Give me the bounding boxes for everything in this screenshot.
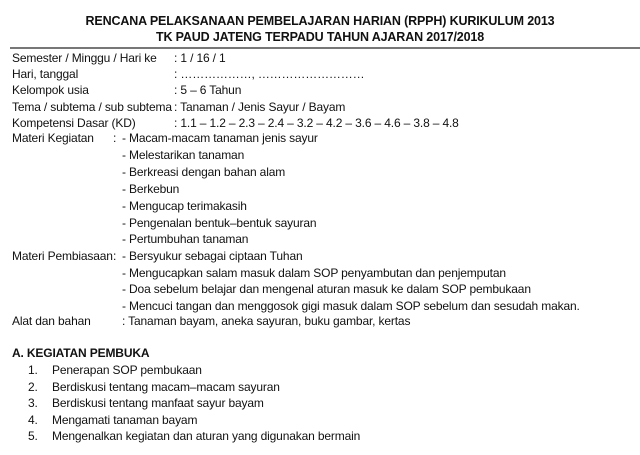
materi-kegiatan-item: - Pengenalan bentuk–bentuk sayuran: [122, 215, 317, 230]
info-value: : 1.1 – 1.2 – 2.3 – 2.4 – 3.2 – 4.2 – 3.6 – 4.6 – 3.8 – 4.8: [174, 115, 459, 130]
info-value: : Tanaman / Jenis Sayur / Bayam: [174, 99, 346, 114]
materi-kegiatan-item: - Macam-macam tanaman jenis sayur: [122, 131, 318, 145]
list-item-number: 5.: [28, 429, 38, 443]
materi-kegiatan-label: Materi Kegiatan: [12, 131, 94, 145]
info-value: : ………………, ………………………: [174, 67, 365, 82]
list-item: Berdiskusi tentang macam–macam sayuran: [52, 379, 280, 394]
info-label: Kompetensi Dasar (KD): [12, 115, 136, 130]
list-item-number: 4.: [28, 412, 38, 427]
alat-bahan-value: : Tanaman bayam, aneka sayuran, buku gambar, kertas: [122, 314, 411, 328]
materi-kegiatan-colon: :: [113, 131, 117, 145]
materi-pembiasaan-colon: :: [113, 249, 117, 263]
document-title: RENCANA PELAKSANAAN PEMBELAJARAN HARIAN (RPPH) KURIKULUM 2013: [85, 14, 555, 28]
materi-kegiatan-item: - Mengucap terimakasih: [122, 198, 247, 213]
info-label: Hari, tanggal: [12, 67, 79, 82]
info-label: Tema / subtema / sub subtema: [12, 99, 172, 114]
list-item: Mengamati tanaman bayam: [52, 412, 198, 427]
info-value: : 1 / 16 / 1: [174, 51, 226, 65]
list-item-number: 1.: [28, 363, 38, 377]
info-value: : 5 – 6 Tahun: [174, 83, 242, 98]
info-label: Kelompok usia: [12, 83, 89, 98]
materi-kegiatan-item: - Berkreasi dengan bahan alam: [122, 164, 286, 179]
materi-pembiasaan-item: - Doa sebelum belajar dan mengenal aturan masuk ke dalam SOP pembukaan: [122, 282, 531, 296]
list-item-number: 2.: [28, 379, 38, 394]
materi-kegiatan-item: - Pertumbuhan tanaman: [122, 232, 249, 247]
info-label: Semester / Minggu / Hari ke: [12, 51, 157, 65]
section-a-heading: A. KEGIATAN PEMBUKA: [12, 346, 150, 360]
materi-pembiasaan-item: - Mencuci tangan dan menggosok gigi masuk dalam SOP sebelum dan sesudah makan.: [122, 298, 580, 313]
list-item: Penerapan SOP pembukaan: [52, 363, 202, 377]
divider: [10, 47, 640, 49]
alat-bahan-label: Alat dan bahan: [12, 314, 91, 328]
materi-kegiatan-item: - Melestarikan tanaman: [122, 147, 245, 162]
list-item: Berdiskusi tentang manfaat sayur bayam: [52, 396, 264, 410]
materi-kegiatan-item: - Berkebun: [122, 181, 180, 196]
materi-pembiasaan-label: Materi Pembiasaan: [12, 249, 113, 263]
materi-pembiasaan-item: - Bersyukur sebagai ciptaan Tuhan: [122, 249, 303, 263]
list-item-number: 3.: [28, 396, 38, 410]
materi-pembiasaan-item: - Mengucapkan salam masuk dalam SOP penyambutan dan penjemputan: [122, 265, 506, 280]
list-item: Mengenalkan kegiatan dan aturan yang digunakan bermain: [52, 429, 361, 443]
document-subtitle: TK PAUD JATENG TERPADU TAHUN AJARAN 2017/2018: [155, 30, 485, 44]
